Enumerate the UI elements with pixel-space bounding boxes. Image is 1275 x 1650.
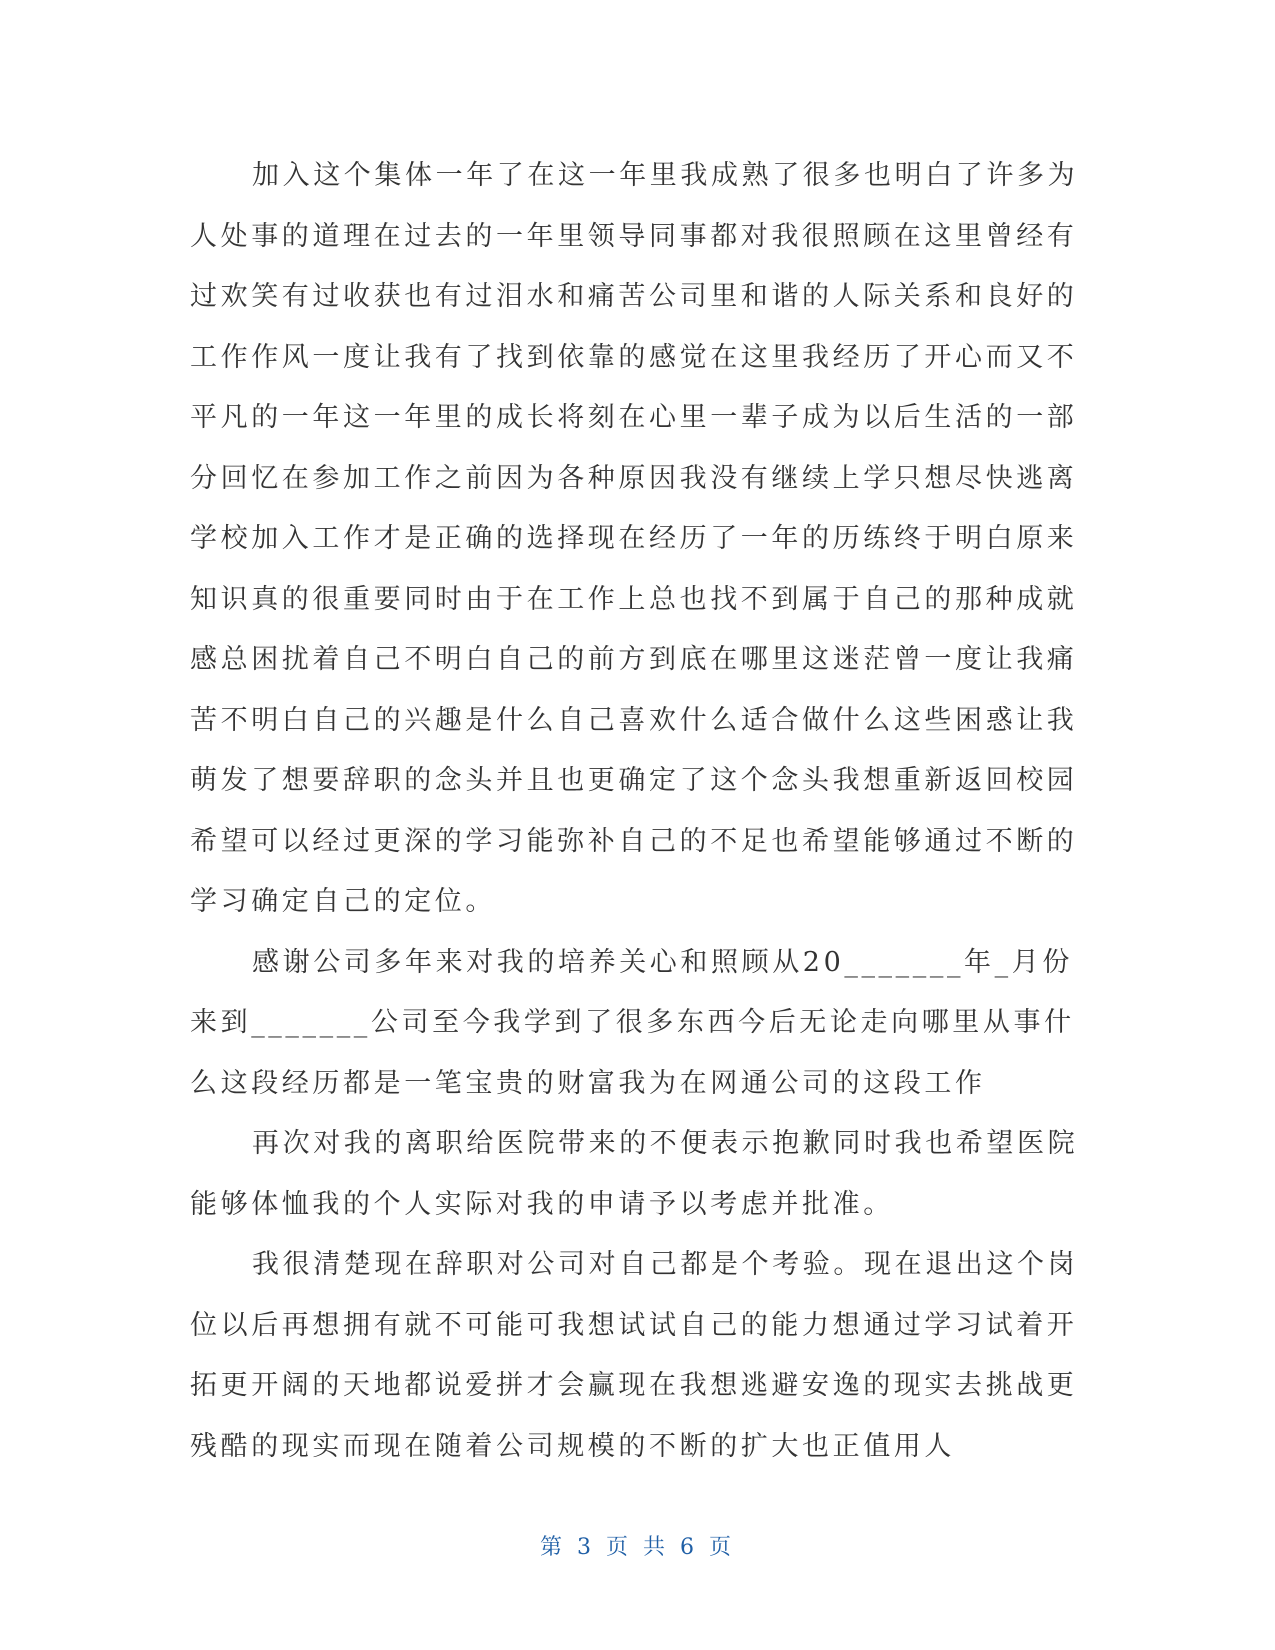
page-number-label: 第 3 页 共 6 页 (540, 1535, 735, 1560)
paragraph-3: 再次对我的离职给医院带来的不便表示抱歉同时我也希望医院能够体恤我的个人实际对我的申请予以考虑并批准。 (190, 1128, 1079, 1220)
paragraph-4: 我很清楚现在辞职对公司对自己都是个考验。现在退出这个岗位以后再想拥有就不可能可我想试试自己的能力想通过学习试着开拓更开阔的天地都说爱拼才会赢现在我想逃避安逸的现实去挑战更残酷的现实而现在随着公司规模的不断的扩大也正值用人 (190, 1249, 1079, 1462)
paragraph-1: 加入这个集体一年了在这一年里我成熟了很多也明白了许多为人处事的道理在过去的一年里领导同事都对我很照顾在这里曾经有过欢笑有过收获也有过泪水和痛苦公司里和谐的人际关系和良好的工作作风一度让我有了找到依靠的感觉在这里我经历了开心而又不平凡的一年这一年里的成长将刻在心里一辈子成为以后生活的一部分回忆在参加工作之前因为各种原因我没有继续上学只想尽快逃离学校加入工作才是正确的选择现在经历了一年的历练终于明白原来知识真的很重要同时由于在工作上总也找不到属于自己的那种成就感总困扰着自己不明白自己的前方到底在哪里这迷茫曾一度让我痛苦不明白自己的兴趣是什么自己喜欢什么适合做什么这些困惑让我萌发了想要辞职的念头并且也更确定了这个念头我想重新返回校园希望可以经过更深的学习能弥补自己的不足也希望能够通过不断的学习确定自己的定位。 (190, 160, 1079, 917)
document-body (190, 146, 1080, 1477)
paragraph-2: 感谢公司多年来对我的培养关心和照顾从20_______年_月份来到_______公司至今我学到了很多东西今后无论走向哪里从事什么这段经历都是一笔宝贵的财富我为在网通公司的这段工作 (190, 946, 1075, 1099)
page-footer (0, 1530, 1275, 1561)
